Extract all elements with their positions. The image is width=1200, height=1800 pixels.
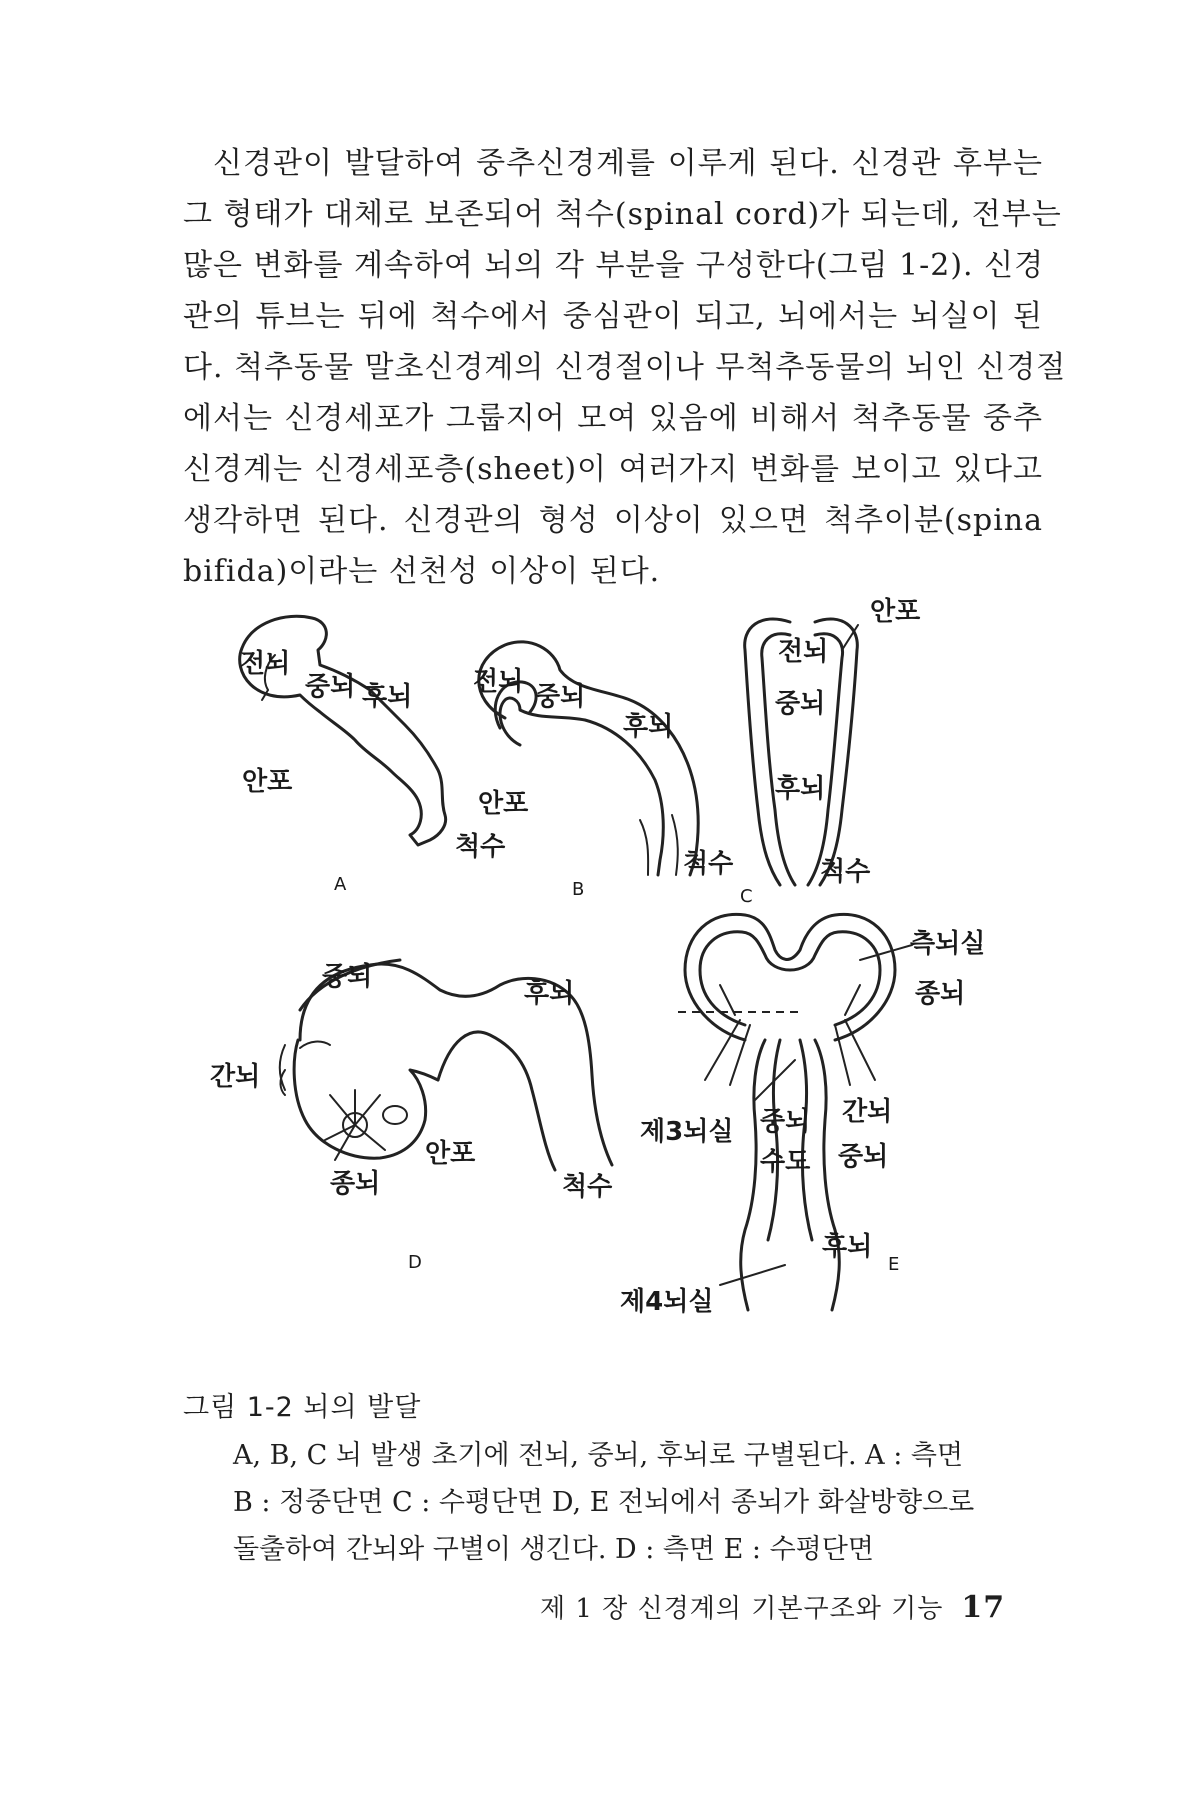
panel-e-fourth-ventricle-label: 제4뇌실	[620, 1287, 714, 1317]
page-number: 17	[961, 1590, 1006, 1625]
body-line: 관의 튜브는 뒤에 척수에서 중심관이 되고, 뇌에서는 뇌실이 된	[183, 299, 1043, 334]
panel-b-hindbrain-label: 후뇌	[623, 712, 674, 742]
body-line: bifida)이라는 선천성 이상이 된다.	[183, 554, 661, 589]
caption-line: B : 정중단면 C : 수평단면 D, E 전뇌에서 종뇌가 화살방향으로	[233, 1487, 975, 1518]
panel-c-midbrain-label: 중뇌	[775, 689, 826, 719]
caption-line: 돌출하여 간뇌와 구별이 생긴다. D : 측면 E : 수평단면	[233, 1534, 874, 1565]
panel-e-aqueduct-label: 수도	[760, 1147, 811, 1177]
panel-c-spinal-cord-label: 척수	[820, 857, 871, 887]
panel-b-midbrain-label: 중뇌	[535, 682, 586, 712]
panel-a-forebrain-label: 전뇌	[240, 649, 291, 679]
panel-c-forebrain-label: 전뇌	[778, 637, 829, 667]
panel-e-diencephalon-label: 간뇌	[842, 1097, 893, 1127]
panel-a-midbrain-label: 중뇌	[305, 672, 356, 702]
panel-a-hindbrain-label: 후뇌	[362, 682, 413, 712]
panel-b-optic-vesicle-label: 안포	[478, 789, 529, 819]
panel-b-spinal-cord-label: 척수	[683, 849, 734, 879]
panel-e-third-ventricle-label: 제3뇌실	[640, 1117, 734, 1147]
panel-d-optic-vesicle-label: 안포	[425, 1139, 476, 1169]
panel-d-hindbrain-label: 후뇌	[524, 979, 575, 1009]
panel-d-diencephalon-label: 간뇌	[210, 1062, 261, 1092]
panel-e-lateral-ventricle-label: 측뇌실	[910, 929, 986, 959]
panel-c-hindbrain-label: 후뇌	[775, 774, 826, 804]
body-line: 생각하면 된다. 신경관의 형성 이상이 있으면 척추이분(spina	[183, 503, 1043, 538]
body-line: 신경계는 신경세포층(sheet)이 여러가지 변화를 보이고 있다고	[183, 452, 1043, 487]
panel-a-spinal-cord-label: 척수	[455, 832, 506, 862]
body-line: 다. 척추동물 말초신경계의 신경절이나 무척추동물의 뇌인 신경절	[183, 350, 1067, 385]
panel-a-optic-vesicle-label: 안포	[242, 767, 293, 797]
panel-e-letter: E	[888, 1254, 900, 1275]
panel-d-telencephalon-label: 종뇌	[330, 1169, 381, 1199]
body-line: 많은 변화를 계속하여 뇌의 각 부분을 구성한다(그림 1-2). 신경	[183, 248, 1045, 283]
panel-b-letter: B	[572, 879, 585, 900]
caption-line: A, B, C 뇌 발생 초기에 전뇌, 중뇌, 후뇌로 구별된다. A : 측면	[233, 1440, 964, 1471]
panel-c-letter: C	[740, 886, 753, 907]
panel-a-letter: A	[334, 874, 347, 895]
panel-b-forebrain-label: 전뇌	[473, 667, 524, 697]
figure-caption-title: 그림 1-2 뇌의 발달	[183, 1392, 422, 1423]
panel-e-midbrain-label: 중뇌	[760, 1107, 811, 1137]
panel-d-midbrain-label: 중뇌	[322, 962, 373, 992]
figure-caption-body	[233, 1432, 1033, 1573]
panel-d-letter: D	[408, 1252, 422, 1273]
chapter-title: 제 1 장 신경계의 기본구조와 기능	[540, 1594, 944, 1624]
panel-d-spinal-cord-label: 척수	[562, 1172, 613, 1202]
body-line: 그 형태가 대체로 보존되어 척수(spinal cord)가 되는데, 전부는	[183, 197, 1062, 232]
body-line: 에서는 신경세포가 그룹지어 모여 있음에 비해서 척추동물 중추	[183, 401, 1043, 436]
panel-e-midbrain-right-label: 중뇌	[838, 1142, 889, 1172]
panel-c-optic-vesicle-label: 안포	[870, 597, 921, 627]
panel-e-telencephalon-label: 종뇌	[915, 979, 966, 1009]
panel-e-hindbrain-label: 후뇌	[822, 1232, 873, 1262]
page-footer	[540, 1588, 1005, 1625]
body-line: 신경관이 발달하여 중추신경계를 이루게 된다. 신경관 후부는	[213, 146, 1043, 181]
